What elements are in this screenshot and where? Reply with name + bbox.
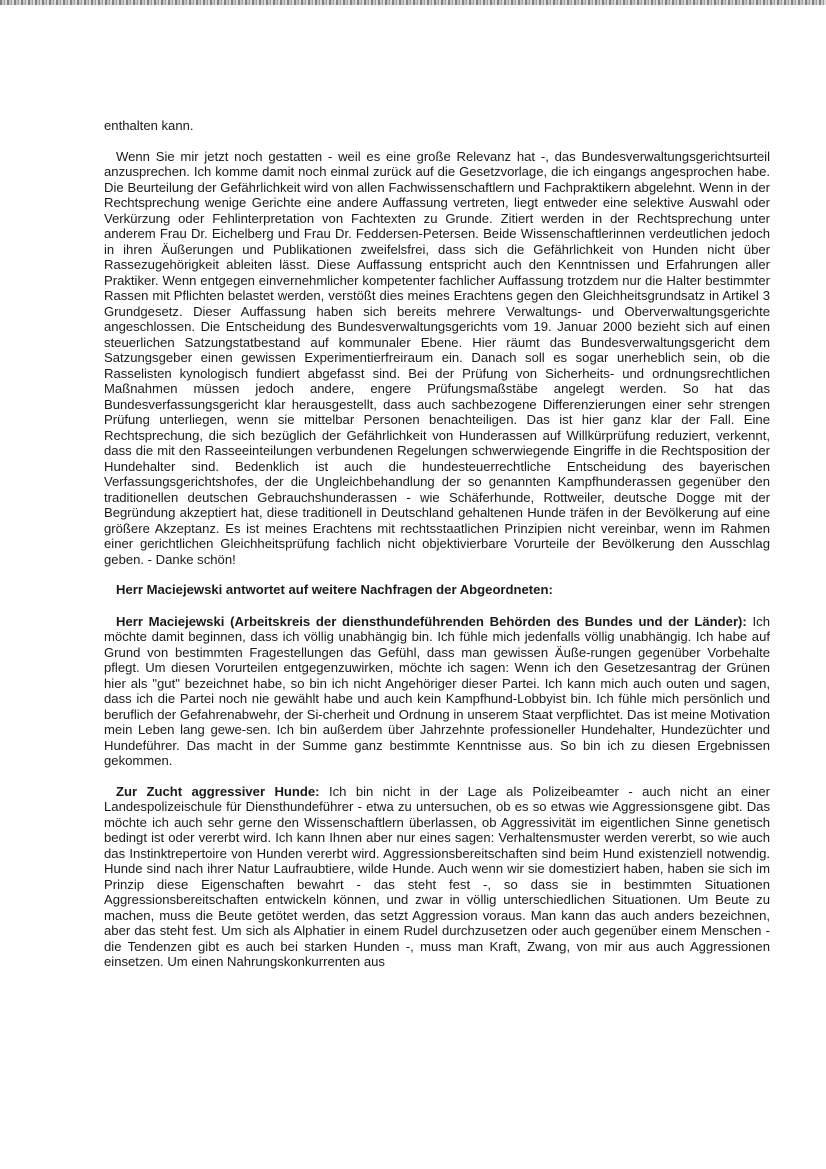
intro-line: enthalten kann. [104, 118, 194, 133]
topic-label: Zur Zucht aggressiver Hunde: [116, 783, 320, 799]
topic-text: Ich bin nicht in der Lage als Polizeibeamter - auch nicht an einer Landespolizeischule für Diensthundeführer - etwa zu untersuchen, ob es so etwas wie Aggressionsgene gibt. Das möchte ich auch sehr gerne den Wissenschaftlern überlassen, ob Aggressivität im eigentlichen Sinne genetisch bedingt ist oder vererbt wird. Ich kann Ihnen aber nur eines sagen: Verhaltensmuster werden vererbt, so wie auch das Instinktrepertoire von Hunden vererbt wird. Aggressionsbereitschaften sind beim Hund existenziell notwendig. Hunde sind nach ihrer Natur Laufraubtiere, wilde Hunde. Auch wenn wir sie domestiziert haben, haben sie sich im Prinzip diese Eigenschaften bewahrt - das steht fest -, so dass sie in bestimmten Situationen Aggressionsbereitschaften entwickeln können, und zwar in völlig unterschiedlichen Situationen. Um Beute zu machen, muss die Beute getötet werden, das setzt Aggression voraus. Man kann das auch anders bezeichnen, aber das steht fest. Um sich als Alphatier in einem Rudel durchzusetzen oder auch gegenüber einem Menschen - die Tendenzen gibt es auch bei starken Hunden -, muss man Kraft, Zwang, von mir aus auch Aggressionen einsetzen. Um einen Nahrungskonkurrenten aus [104, 783, 771, 969]
paragraph-speaker-statement [104, 614, 770, 769]
document-page [104, 118, 770, 985]
speaker-label: Herr Maciejewski (Arbeitskreis der diensthundeführenden Behörden des Bundes und der Länder): [116, 613, 747, 629]
speaker-text: Ich möchte damit beginnen, dass ich völlig unabhängig bin. Ich fühle mich jedenfalls völlig unabhängig. Ich habe auf Grund von bestimmten Fragestellungen das Gefühl, dass man gewissen Äuße-rungen gegenüber Vorbehalte pflegt. Um diesen Vorurteilen entgegenzuwirken, möchte ich sagen: Wenn ich den Gesetzesantrag der Grünen hier als "gut" bezeichnet habe, so bin ich nicht Angehöriger dieser Partei. Ich kann mich auch outen und sagen, dass ich die Partei noch nie gewählt habe und auch kein Kampfhund-Lobbyist bin. Ich fühle mich persönlich und beruflich der Gefahrenabwehr, der Si-cherheit und Ordnung in unserem Staat verpflichtet. Das ist meine Motivation mein Leben lang gewe-sen. Ich bin außerdem über Jahrzehnte professioneller Hundehalter, Hundezüchter und Hundeführer. Das macht in der Summe ganz bestimmte Kenntnisse aus. So bin ich zu diesen Ergebnissen gekommen. [104, 613, 770, 768]
paragraph-court-ruling: Wenn Sie mir jetzt noch gestatten - weil es eine große Relevanz hat -, das Bundesverwaltungsgerichtsurteil anzusprechen. Ich komme damit noch einmal zurück auf die Gesetzvorlage, die ich eingangs angesprochen habe. Die Beurteilung der Gefährlichkeit wird von allen Fachwissenschaftlern und Fachpraktikern abgelehnt. Wenn in der Rechtsprechung wenige Gerichte eine andere Auffassung vertreten, liegt entweder eine selektive Auswahl oder Verkürzung oder Fehlinterpretation von Fachtexten zu Grunde. Zitiert werden in der Rechtsprechung unter anderem Frau Dr. Eichelberg und Frau Dr. Feddersen-Petersen. Beide Wissenschaftlerinnen verdeutlichen jedoch in ihren Äußerungen und Publikationen zweifelsfrei, dass sich die Gefährlichkeit von Hunden nicht über Rassezugehörigkeit ableiten lässt. Diese Auffassung entspricht auch den Kenntnissen und Erfahrungen aller Praktiker. Wenn entgegen einvernehmlicher kompetenter fachlicher Auffassung trotzdem nur die Halter bestimmter Rassen mit Pflichten belastet werden, verstößt dies meines Erachtens gegen den Gleichheitsgrundsatz in Artikel 3 Grundgesetz. Dieser Auffassung haben sich bereits mehrere Verwaltungs- und Oberverwaltungsgerichte angeschlossen. Die Entscheidung des Bundesverwaltungsgerichts vom 19. Januar 2000 bezieht sich auf einen steuerlichen Satzungstatbestand auf kommunaler Ebene. Hier räumt das Bundesverwaltungsgericht dem Satzungsgeber einen gewissen Experimentierfreiraum ein. Danach soll es sogar unerheblich sein, ob die Rasselisten kynologisch fundiert abgefasst sind. Bei der Prüfung von Sicherheits- und ordnungsrechtlichen Maßnahmen müssen jedoch andere, engere Prüfungsmaßstäbe angelegt werden. So hat das Bundesverfassungsgericht klar herausgestellt, dass auch sachbezogene Differenzierungen einer sehr strengen Prüfung unterliegen, wenn sie mittelbar Personen benachteiligen. Das ist hier ganz klar der Fall. Eine Rechtsprechung, die sich bezüglich der Gefährlichkeit von Hunderassen auf Willkürprüfung reduziert, verkennt, dass die mit den Rasseeinteilungen verbundenen Regelungen schwerwiegende Eingriffe in die Rechtsposition der Hundehalter sind. Bedenklich ist auch die hundesteuerrechtliche Entscheidung des bayerischen Verfassungsgerichtshofes, der die Ungleichbehandlung der so genannten Kampfhunderassen gegenüber den traditionellen deutschen Gebrauchshunderassen - wie Schäferhunde, Rottweiler, deutsche Dogge mit der Begründung akzeptiert hat, diese traditionell in Deutschland gehaltenen Hunde träfen in der Bevölkerung auf eine größere Akzeptanz. Es ist meines Erachtens mit rechtsstaatlichen Prinzipien nicht vereinbar, wenn im Rahmen einer gerichtlichen Gleichheitsprüfung fachlich nicht objektivierbare Vorurteile der Bevölkerung den Ausschlag geben. - Danke schön! [104, 148, 770, 567]
paragraph-aggressive-breeding [104, 784, 770, 970]
scan-edge-artifact [0, 0, 826, 5]
section-heading: Herr Maciejewski antwortet auf weitere Nachfragen der Abgeordneten: [116, 582, 553, 597]
